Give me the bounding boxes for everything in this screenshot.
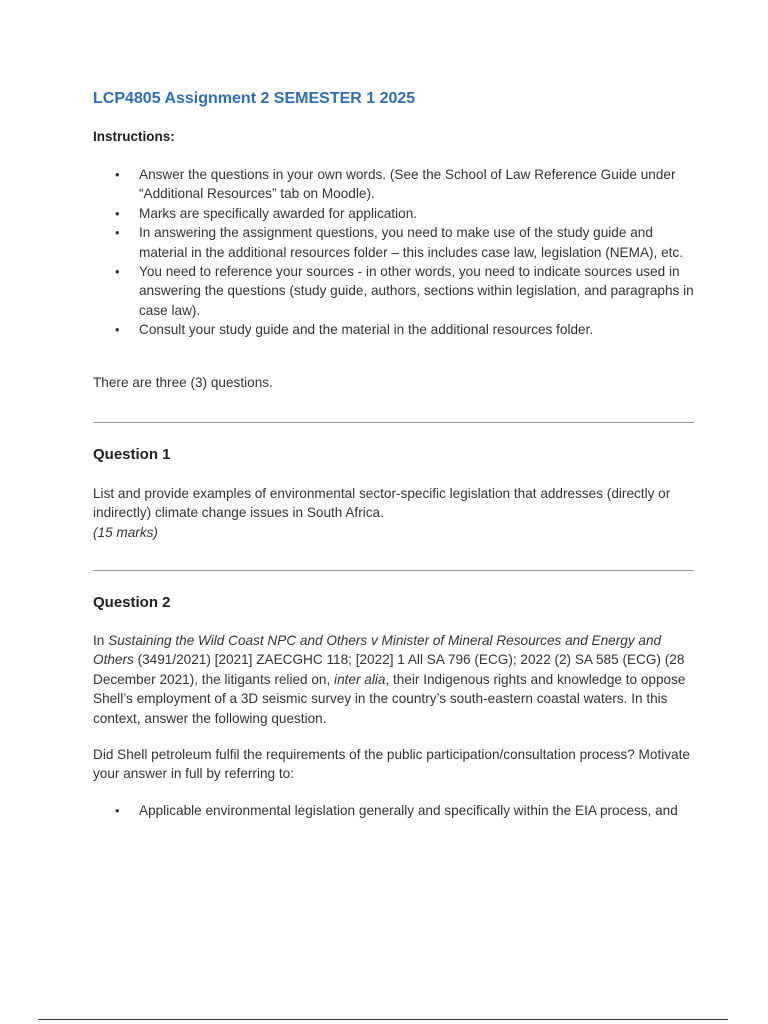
question-2-case-paragraph	[93, 631, 695, 728]
case-name: Sustaining the Wild Coast NPC and Others v Minister of Mineral Resources and Energy and Others	[93, 633, 662, 668]
bullet-icon: •	[115, 322, 120, 338]
document-title: LCP4805 Assignment 2 SEMESTER 1 2025	[93, 90, 416, 107]
questions-count-text: There are three (3) questions.	[93, 375, 273, 390]
instruction-item	[93, 320, 695, 339]
case-prefix: In	[93, 633, 109, 648]
section-divider	[93, 570, 694, 571]
page-bottom-rule	[38, 1019, 728, 1020]
bullet-icon: •	[115, 264, 120, 280]
bullet-icon: •	[115, 225, 120, 241]
instruction-item	[93, 204, 695, 223]
question-1-text	[93, 484, 695, 542]
bullet-icon: •	[115, 167, 120, 182]
question-2-item	[93, 801, 695, 820]
question-2-list	[93, 801, 695, 820]
question-2-prompt: Did Shell petroleum fulfil the requirements of the public participation/consultation process? Motivate your answer in full by referring to:	[93, 747, 690, 782]
question-1-heading: Question 1	[93, 446, 171, 463]
question-1-body: List and provide examples of environmental sector-specific legislation that addresses (directly or indirectly) climate change issues in South Africa.	[93, 486, 671, 521]
question-2-heading: Question 2	[93, 594, 171, 611]
section-divider	[93, 422, 694, 423]
instruction-text: Consult your study guide and the material in the additional resources folder.	[139, 322, 594, 338]
instruction-item	[93, 223, 695, 262]
question-2-item-text: Applicable environmental legislation generally and specifically within the EIA process, and	[139, 803, 678, 818]
instructions-list	[93, 165, 695, 340]
inter-alia: inter alia	[334, 671, 386, 687]
bullet-icon: •	[115, 803, 120, 818]
instruction-item	[93, 262, 695, 320]
question-1-marks: (15 marks)	[93, 524, 158, 540]
instruction-text: Marks are specifically awarded for application.	[139, 205, 418, 221]
instruction-item	[93, 165, 695, 204]
instructions-heading: Instructions:	[93, 129, 175, 144]
instruction-text: Answer the questions in your own words. (See the School of Law Reference Guide under “Additional Resources” tab on Moodle).	[139, 167, 676, 202]
bullet-icon: •	[115, 205, 120, 221]
instruction-text: In answering the assignment questions, you need to make use of the study guide and material in the additional resources folder – this includes case law, legislation (NEMA), etc.	[139, 225, 684, 260]
case-citation: (3491/2021) [2021] ZAECGHC 118; [2022] 1 All SA 796 (ECG); 2022 (2) SA 585 (ECG) (28 December 2021), the litigants relied on,	[93, 652, 685, 687]
case-rest: , their Indigenous rights and knowledge to oppose Shell’s employment of a 3D seismic survey in the country’s south-eastern coastal waters. In this context, answer the following question.	[93, 671, 686, 726]
instruction-text: You need to reference your sources - in other words, you need to indicate sources used in answering the questions (study guide, authors, sections within legislation, and paragraphs in case law).	[139, 264, 694, 318]
